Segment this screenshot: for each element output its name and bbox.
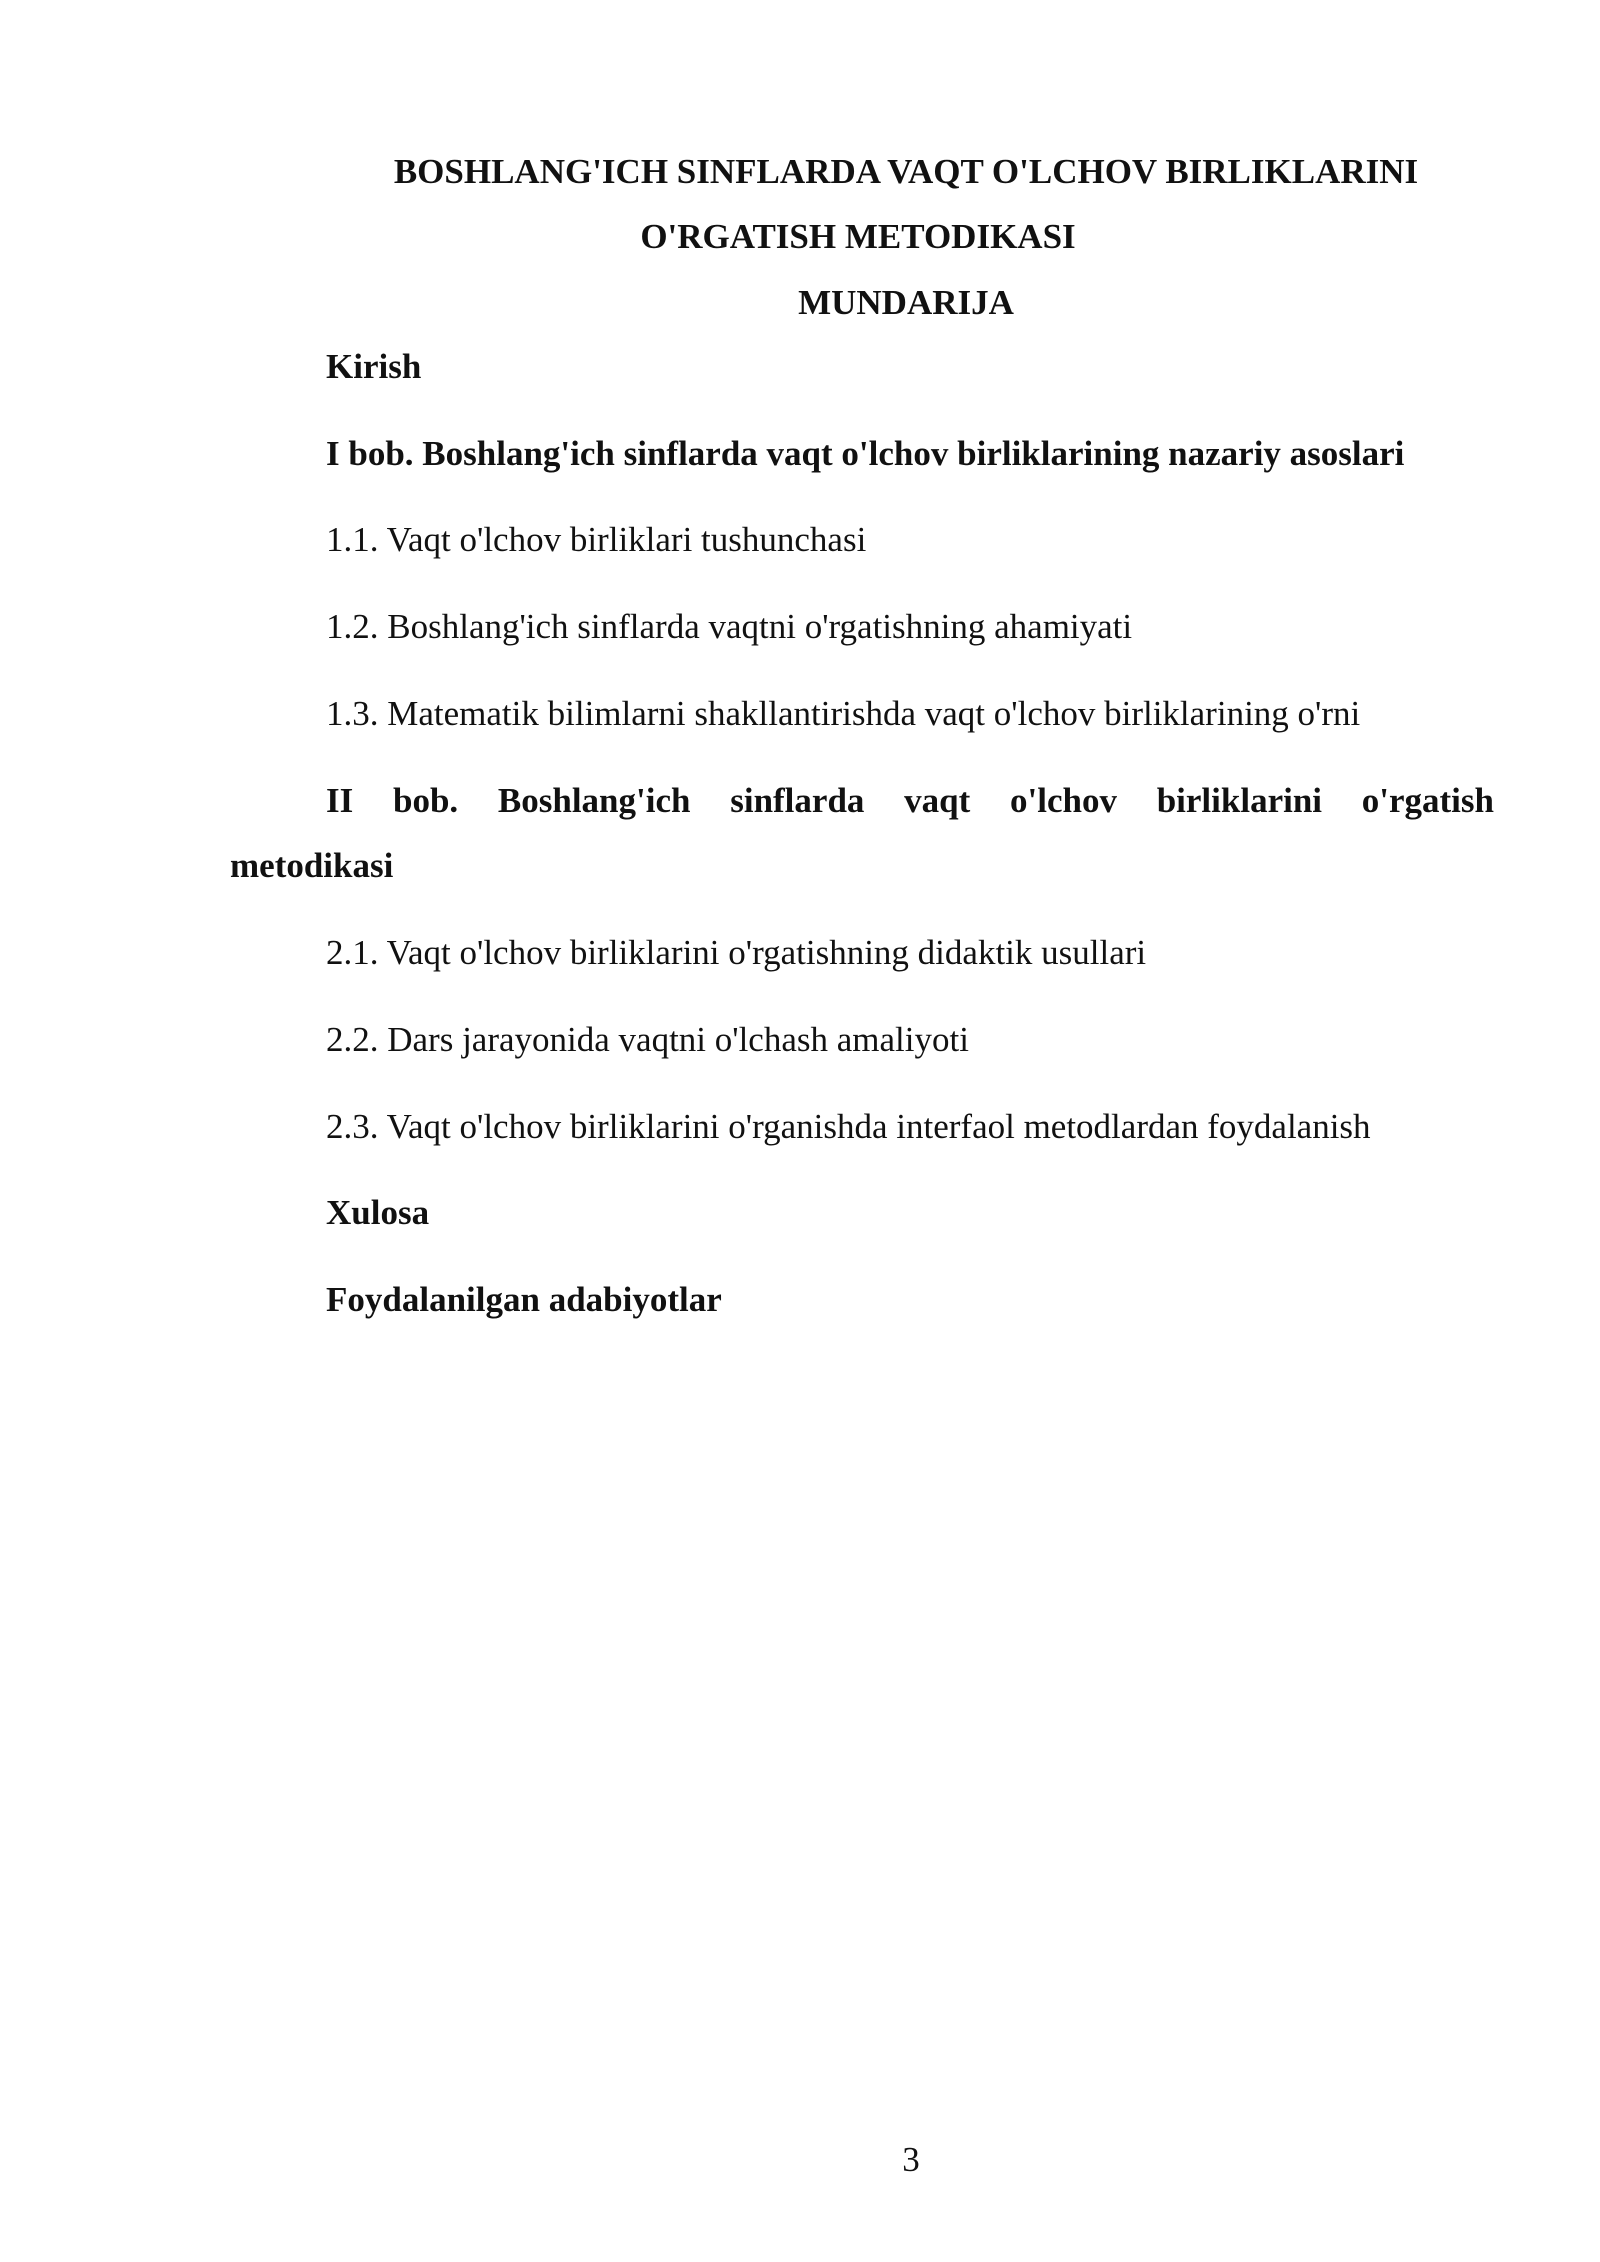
toc-entry-references: Foydalanilgan adabiyotlar (326, 1280, 722, 1319)
page-number: 3 (902, 2140, 920, 2179)
chapter-2-word: o'lchov (1010, 781, 1117, 820)
toc-entry-section-2-2: 2.2. Dars jarayonida vaqtni o'lchash amaliyoti (326, 1020, 969, 1059)
toc-entry-intro: Kirish (326, 347, 422, 386)
chapter-2-word: vaqt (904, 781, 971, 820)
toc-entry-section-2-3: 2.3. Vaqt o'lchov birliklarini o'rganishda interfaol metodlardan foydalanish (326, 1107, 1371, 1146)
contents-heading: MUNDARIJA (798, 283, 1014, 322)
toc-entry-chapter-2-continuation: metodikasi (230, 846, 394, 885)
toc-entry-section-1-2: 1.2. Boshlang'ich sinflarda vaqtni o'rgatishning ahamiyati (326, 607, 1133, 646)
chapter-2-word: o'rgatish (1361, 781, 1494, 820)
chapter-2-word: II (326, 781, 354, 820)
toc-entry-chapter-1: I bob. Boshlang'ich sinflarda vaqt o'lchov birliklarining nazariy asoslari (326, 434, 1405, 473)
document-title-line-2: O'RGATISH METODIKASI (640, 217, 1076, 256)
toc-entry-section-2-1: 2.1. Vaqt o'lchov birliklarini o'rgatishning didaktik usullari (326, 933, 1147, 972)
chapter-2-word: sinflarda (730, 781, 865, 820)
toc-entry-section-1-1: 1.1. Vaqt o'lchov birliklari tushunchasi (326, 520, 867, 559)
chapter-2-word: Boshlang'ich (497, 781, 691, 820)
toc-entry-chapter-2 (326, 781, 1494, 821)
chapter-2-word: birliklarini (1156, 781, 1323, 820)
toc-entry-conclusion: Xulosa (326, 1193, 430, 1232)
document-title-line-1: BOSHLANG'ICH SINFLARDA VAQT O'LCHOV BIRLIKLARINI (393, 152, 1419, 191)
chapter-2-word: bob. (392, 781, 459, 820)
toc-entry-section-1-3: 1.3. Matematik bilimlarni shakllantirishda vaqt o'lchov birliklarining o'rni (326, 694, 1361, 733)
